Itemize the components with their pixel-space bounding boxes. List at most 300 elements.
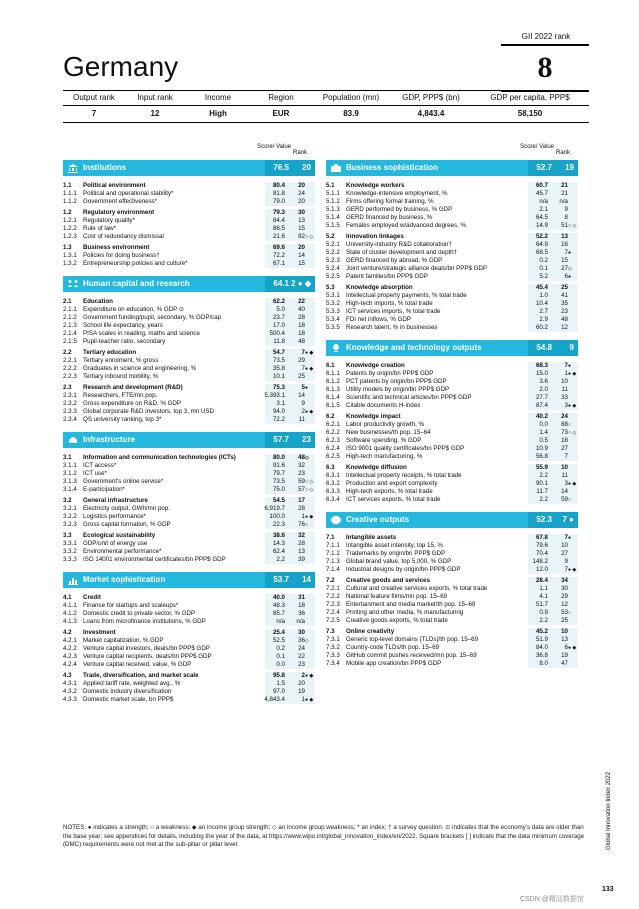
indicator-name: Citable documents H-index bbox=[346, 402, 421, 409]
indicator-code: 7.3.2 bbox=[326, 644, 340, 651]
indicator-markers: ● bbox=[305, 385, 309, 391]
indicator-name: PCT patents by origin/bn PPP$ GDP bbox=[346, 378, 447, 385]
indicator-code: 7.3.3 bbox=[326, 652, 340, 659]
subpillar-row bbox=[326, 577, 578, 585]
indicator-name: High-tech exports, % total trade bbox=[346, 488, 433, 495]
gear-icon bbox=[67, 435, 79, 445]
indicator-value: 0.1 bbox=[539, 265, 548, 272]
pillar-header bbox=[326, 512, 578, 528]
subpillar-row bbox=[63, 532, 315, 540]
indicator-rank: 9 bbox=[564, 206, 568, 213]
pillar-score-box bbox=[265, 276, 315, 292]
indicator-value: 36.8 bbox=[535, 652, 548, 659]
indicator-row bbox=[63, 513, 315, 521]
indicator-value: 10.9 bbox=[535, 445, 548, 452]
indicator-name: GERD financed by abroad, % GDP bbox=[346, 257, 443, 264]
indicator-code: 7.2.4 bbox=[326, 609, 340, 616]
indicator-rank: 47 bbox=[561, 660, 568, 667]
indicator-code: 3.3.3 bbox=[63, 556, 77, 563]
pillar-rank: 9 bbox=[569, 343, 574, 352]
indicator-markers: ● ◆ bbox=[305, 514, 314, 520]
indicator-rank: 3 bbox=[564, 402, 568, 409]
indicator-name: Knowledge impact bbox=[346, 413, 401, 420]
indicator-value: 72.2 bbox=[272, 252, 285, 259]
indicator-value: 79.6 bbox=[535, 542, 548, 549]
indicator-rank: 1 bbox=[564, 370, 568, 377]
indicator-value: 79.3 bbox=[272, 209, 285, 216]
indicator-rank: 92 bbox=[298, 233, 305, 240]
summary-label: Population (mn) bbox=[322, 93, 380, 102]
indicator-name: Creative goods and services bbox=[346, 577, 430, 584]
indicator-rank: 1 bbox=[301, 513, 305, 520]
indicator-value: 40.2 bbox=[535, 413, 548, 420]
indicator-name: Logistics performance* bbox=[83, 513, 146, 520]
indicator-value: 52.5 bbox=[272, 637, 285, 644]
pillar-name: Creative outputs bbox=[346, 515, 410, 524]
indicator-code: 5.2.3 bbox=[326, 257, 340, 264]
indicator-name: Research talent, % in businesses bbox=[346, 324, 438, 331]
indicator-rank: 1 bbox=[301, 696, 305, 703]
indicator-row bbox=[63, 392, 315, 400]
indicator-rank: 7 bbox=[564, 249, 568, 256]
indicator-value: 10.4 bbox=[535, 300, 548, 307]
pillar-name: Infrastructure bbox=[83, 435, 136, 444]
briefcase-icon bbox=[330, 163, 342, 173]
indicator-row bbox=[63, 322, 315, 330]
indicator-rank: 25 bbox=[298, 373, 305, 380]
indicator-name: Industrial designs by origin/bn PPP$ GDP bbox=[346, 566, 461, 573]
indicator-value: 62.2 bbox=[272, 298, 285, 305]
indicator-value: 5.2 bbox=[539, 273, 548, 280]
indicator-value: 79.7 bbox=[272, 470, 285, 477]
indicator-markers: ● bbox=[568, 363, 572, 369]
indicator-rank: 23 bbox=[561, 308, 568, 315]
indicator-value: 51.9 bbox=[535, 636, 548, 643]
indicator-value: 85.7 bbox=[272, 610, 285, 617]
indicator-markers: ● bbox=[568, 250, 572, 256]
indicator-name: Graduates in science and engineering, % bbox=[83, 365, 197, 372]
indicator-name: Finance for startups and scaleups* bbox=[83, 602, 179, 609]
indicator-name: Information and communication technologies (ICTs) bbox=[83, 454, 236, 461]
indicator-markers: ● ◆ bbox=[305, 350, 314, 356]
indicator-markers: ● ◆ bbox=[305, 673, 314, 679]
indicator-code: 3.2.3 bbox=[63, 521, 77, 528]
indicator-code: 7.1.1 bbox=[326, 542, 340, 549]
indicator-name: Patents by origin/bn PPP$ GDP bbox=[346, 370, 434, 377]
indicator-code: 4.1 bbox=[63, 594, 72, 601]
indicator-rank: 36 bbox=[298, 610, 305, 617]
score-header: Score/ Value bbox=[520, 144, 554, 150]
indicator-rank: 25 bbox=[561, 617, 568, 624]
indicator-code: 5.1 bbox=[326, 182, 335, 189]
indicator-code: 2.3.2 bbox=[63, 400, 77, 407]
indicator-code: 3.1 bbox=[63, 454, 72, 461]
indicator-name: Domestic market scale, bn PPP$ bbox=[83, 696, 174, 703]
indicator-value: 2.2 bbox=[276, 556, 285, 563]
indicator-value: 0.1 bbox=[276, 653, 285, 660]
indicator-name: Policies for doing business† bbox=[83, 252, 160, 259]
column-header bbox=[63, 142, 315, 160]
indicator-code: 4.1.3 bbox=[63, 618, 77, 625]
indicator-name: ICT services imports, % total trade bbox=[346, 308, 441, 315]
indicator-value: 95.8 bbox=[272, 672, 285, 679]
indicator-row bbox=[63, 233, 315, 241]
indicator-code: 5.2.5 bbox=[326, 273, 340, 280]
indicator-name: Firms offering formal training, % bbox=[346, 198, 434, 205]
indicator-rank: 25 bbox=[561, 284, 568, 291]
indicator-row bbox=[326, 257, 578, 265]
gii-rank-label: GII 2022 rank bbox=[521, 32, 571, 41]
indicator-rank: 30 bbox=[561, 585, 568, 592]
indicator-row bbox=[326, 308, 578, 316]
indicator-code: 3.1.4 bbox=[63, 486, 77, 493]
indicator-code: 2.1.1 bbox=[63, 306, 77, 313]
indicator-rank: 27 bbox=[561, 265, 568, 272]
indicator-value: 4.1 bbox=[539, 593, 548, 600]
indicator-code: 5.1.3 bbox=[326, 206, 340, 213]
subpillar-row bbox=[326, 362, 578, 370]
indicator-value: 81.8 bbox=[272, 190, 285, 197]
indicator-name: General infrastructure bbox=[83, 497, 148, 504]
indicator-markers: ○ bbox=[305, 522, 309, 528]
indicator-name: High-tech imports, % total trade bbox=[346, 300, 433, 307]
indicator-code: 5.3.4 bbox=[326, 316, 340, 323]
indicator-code: 6.3.2 bbox=[326, 480, 340, 487]
indicator-code: 6.3.4 bbox=[326, 496, 340, 503]
indicator-row bbox=[63, 217, 315, 225]
indicator-name: Gross capital formation, % GDP bbox=[83, 521, 171, 528]
indicator-markers: ○ ◇ bbox=[305, 479, 314, 485]
indicator-row bbox=[326, 300, 578, 308]
indicator-code: 3.2.1 bbox=[63, 505, 77, 512]
indicator-value: 54.5 bbox=[272, 497, 285, 504]
indicator-name: Patent families/bn PPP$ GDP bbox=[346, 273, 428, 280]
indicator-value: 38.6 bbox=[272, 532, 285, 539]
indicator-rank: 30 bbox=[298, 629, 305, 636]
indicator-value: 60.2 bbox=[535, 324, 548, 331]
indicator-rank: 59 bbox=[561, 496, 568, 503]
indicator-rank: 7 bbox=[564, 534, 568, 541]
indicator-rank: 59 bbox=[298, 478, 305, 485]
indicator-row bbox=[326, 249, 578, 257]
indicator-value: 64.9 bbox=[535, 241, 548, 248]
indicator-code: 1.3.2 bbox=[63, 260, 77, 267]
indicator-rank: 12 bbox=[561, 324, 568, 331]
indicator-rank: 34 bbox=[561, 577, 568, 584]
indicator-name: Global brand value, top 5,000, % GDP bbox=[346, 558, 452, 565]
subpillar-row bbox=[63, 182, 315, 190]
indicator-value: 62.4 bbox=[272, 548, 285, 555]
indicator-code: 1.3 bbox=[63, 244, 72, 251]
indicator-value: 70.4 bbox=[535, 550, 548, 557]
indicator-name: Pupil-teacher ratio, secondary bbox=[83, 338, 166, 345]
indicator-row bbox=[63, 330, 315, 338]
indicator-code: 6.2 bbox=[326, 413, 335, 420]
indicator-row bbox=[326, 324, 578, 332]
indicator-code: 4.2.3 bbox=[63, 653, 77, 660]
indicator-code: 2.2 bbox=[63, 349, 72, 356]
summary-label: GDP, PPP$ (bn) bbox=[402, 93, 460, 102]
indicator-rank: 8 bbox=[564, 214, 568, 221]
indicator-name: High-tech manufacturing, % bbox=[346, 453, 423, 460]
indicator-rank: 6 bbox=[564, 644, 568, 651]
indicator-code: 3.1.3 bbox=[63, 478, 77, 485]
indicator-rank: 23 bbox=[298, 661, 305, 668]
indicator-code: 1.2.3 bbox=[63, 233, 77, 240]
indicator-name: Environmental performance* bbox=[83, 548, 162, 555]
indicator-name: Gross expenditure on R&D, % GDP bbox=[83, 400, 182, 407]
indicator-row bbox=[63, 637, 315, 645]
pillar-name: Knowledge and technology outputs bbox=[346, 343, 482, 352]
indicator-code: 7.2.1 bbox=[326, 585, 340, 592]
indicator-rank: 18 bbox=[561, 437, 568, 444]
indicator-rank: 29 bbox=[298, 357, 305, 364]
pillar-name: Institutions bbox=[83, 163, 127, 172]
pillar-spacer bbox=[326, 668, 578, 676]
indicator-code: 6.3 bbox=[326, 464, 335, 471]
indicator-rank: 48 bbox=[298, 454, 305, 461]
indicator-name: Venture capital received, value, % GDP bbox=[83, 661, 192, 668]
indicator-rank: 27 bbox=[561, 550, 568, 557]
pillar-score-box bbox=[528, 340, 578, 356]
subpillar-row bbox=[326, 628, 578, 636]
indicator-rank: 24 bbox=[298, 190, 305, 197]
indicator-name: Domestic credit to private sector, % GDP bbox=[83, 610, 196, 617]
indicator-name: ISO 9001 quality certificates/bn PPP$ GDP bbox=[346, 445, 465, 452]
indicator-row bbox=[63, 540, 315, 548]
indicator-row bbox=[326, 206, 578, 214]
indicator-rank: 3 bbox=[564, 480, 568, 487]
indicator-code: 3.3 bbox=[63, 532, 72, 539]
indicator-rank: 10 bbox=[561, 628, 568, 635]
pillar-spacer bbox=[63, 564, 315, 572]
pillar-rank: 7 ● bbox=[562, 515, 574, 524]
indicator-value: 75.0 bbox=[272, 486, 285, 493]
indicator-name: Applied tariff rate, weighted avg., % bbox=[83, 680, 181, 687]
indicator-value: 23.7 bbox=[272, 314, 285, 321]
indicator-value: 64.5 bbox=[535, 214, 548, 221]
indicator-rank: 10 bbox=[561, 378, 568, 385]
indicator-row bbox=[63, 252, 315, 260]
indicator-code: 3.2.2 bbox=[63, 513, 77, 520]
indicator-value: n/a bbox=[539, 198, 548, 205]
indicator-markers: ○ ◇ bbox=[568, 223, 577, 229]
indicator-rank: n/a bbox=[559, 198, 568, 205]
indicator-rank: 11 bbox=[561, 386, 568, 393]
indicator-row bbox=[63, 688, 315, 696]
indicator-value: 100.0 bbox=[269, 513, 285, 520]
indicator-value: 22.3 bbox=[272, 521, 285, 528]
indicator-row bbox=[326, 652, 578, 660]
indicator-name: Tertiary enrolment, % gross bbox=[83, 357, 159, 364]
pillar-header bbox=[326, 160, 578, 176]
indicator-code: 2.2.2 bbox=[63, 365, 77, 372]
indicator-name: University-industry R&D collaboration† bbox=[346, 241, 452, 248]
indicator-row bbox=[326, 542, 578, 550]
indicator-value: 55.9 bbox=[535, 464, 548, 471]
indicator-name: QS university ranking, top 3* bbox=[83, 416, 162, 423]
indicator-code: 4.1.2 bbox=[63, 610, 77, 617]
subpillar-row bbox=[63, 349, 315, 357]
indicator-row bbox=[326, 378, 578, 386]
indicator-rank: 18 bbox=[298, 330, 305, 337]
indicator-name: Innovation linkages bbox=[346, 233, 404, 240]
indicator-name: Entrepreneurship policies and culture* bbox=[83, 260, 188, 267]
indicator-rank: 73 bbox=[561, 429, 568, 436]
indicator-row bbox=[326, 273, 578, 281]
indicator-name: Credit bbox=[83, 594, 101, 601]
pillar-header bbox=[63, 572, 315, 588]
indicator-row bbox=[326, 601, 578, 609]
indicator-rank: 13 bbox=[298, 217, 305, 224]
indicator-row bbox=[326, 394, 578, 402]
indicator-code: 6.1.3 bbox=[326, 386, 340, 393]
subpillar-row bbox=[63, 497, 315, 505]
indicator-name: Knowledge absorption bbox=[346, 284, 413, 291]
indicator-value: 0.9 bbox=[539, 609, 548, 616]
indicator-name: Tertiary education bbox=[83, 349, 137, 356]
indicator-value: 11.8 bbox=[273, 338, 285, 345]
indicator-code: 1.1.1 bbox=[63, 190, 77, 197]
indicator-name: Intangible assets bbox=[346, 534, 397, 541]
page-number: 133 bbox=[602, 886, 614, 893]
indicator-rank: 30 bbox=[298, 209, 305, 216]
indicator-value: 500.4 bbox=[269, 330, 285, 337]
indicator-markers: ◇ bbox=[305, 455, 309, 461]
indicator-name: Electricity output, GWh/mn pop. bbox=[83, 505, 171, 512]
indicator-rank: 39 bbox=[298, 556, 305, 563]
indicator-row bbox=[63, 478, 315, 486]
indicator-code: 2.1.5 bbox=[63, 338, 77, 345]
indicator-row bbox=[326, 566, 578, 574]
notes: NOTES: ● indicates a strength; ○ a weakness; ◆ an income group strength; ◇ an income group weakness; * an index; † a survey question. ⊙ indicates that the economy's data are older than the base year; see appendices for details, including the year of the data, at https://www.wipo.int/global_innovation_index/en/2022. Square brackets [ ] indicate that the data minimum coverage (DMC) requirements were not met at the sub-pillar or pillar level. bbox=[63, 824, 585, 848]
indicator-code: 5.2.1 bbox=[326, 241, 340, 248]
right-column bbox=[326, 142, 578, 676]
indicator-row bbox=[326, 453, 578, 461]
indicator-value: 79.0 bbox=[272, 198, 285, 205]
pillar-score: 57.7 bbox=[273, 435, 289, 444]
rank-header: Rank bbox=[292, 150, 307, 156]
indicator-markers: ◇ bbox=[568, 266, 572, 272]
indicator-name: Females employed w/advanced degrees, % bbox=[346, 222, 467, 229]
indicator-name: Government's online service* bbox=[83, 478, 164, 485]
pillar-score-box bbox=[265, 160, 315, 176]
indicator-value: 2.7 bbox=[539, 308, 548, 315]
indicator-rank: 18 bbox=[298, 602, 305, 609]
indicator-name: Intellectual property receipts, % total trade bbox=[346, 472, 462, 479]
indicator-rank: 35 bbox=[561, 300, 568, 307]
indicator-code: 5.1.5 bbox=[326, 222, 340, 229]
indicator-row bbox=[63, 190, 315, 198]
indicator-code: 5.2.2 bbox=[326, 249, 340, 256]
summary-label: Input rank bbox=[137, 93, 173, 102]
indicator-name: Loans from microfinance institutions, % GDP bbox=[83, 618, 206, 625]
indicator-rank: 2 bbox=[301, 408, 305, 415]
indicator-row bbox=[326, 550, 578, 558]
subpillar-row bbox=[63, 672, 315, 680]
indicator-name: Education bbox=[83, 298, 113, 305]
indicator-rank: 36 bbox=[298, 637, 305, 644]
indicator-row bbox=[326, 593, 578, 601]
indicator-code: 5.3.2 bbox=[326, 300, 340, 307]
indicator-row bbox=[63, 486, 315, 494]
subpillar-row bbox=[63, 384, 315, 392]
indicator-markers: ● ◆ bbox=[568, 371, 577, 377]
indicator-code: 4.2 bbox=[63, 629, 72, 636]
indicator-markers: ● bbox=[568, 274, 572, 280]
indicator-name: Production and export complexity bbox=[346, 480, 438, 487]
indicator-value: 1.5 bbox=[276, 680, 285, 687]
indicator-row bbox=[326, 402, 578, 410]
indicator-code: 7.1.3 bbox=[326, 558, 340, 565]
indicator-name: Business environment bbox=[83, 244, 150, 251]
indicator-name: Regulatory environment bbox=[83, 209, 155, 216]
subpillar-row bbox=[326, 534, 578, 542]
indicator-value: 0.0 bbox=[276, 661, 285, 668]
indicator-name: Scientific and technical articles/bn PPP$ GDP bbox=[346, 394, 472, 401]
indicator-value: 28.4 bbox=[535, 577, 548, 584]
indicator-code: 3.2 bbox=[63, 497, 72, 504]
indicator-code: 6.1.1 bbox=[326, 370, 340, 377]
indicator-code: 7.1.4 bbox=[326, 566, 340, 573]
indicator-code: 6.1.2 bbox=[326, 378, 340, 385]
indicator-code: 7.2.5 bbox=[326, 617, 340, 624]
indicator-code: 2.1.4 bbox=[63, 330, 77, 337]
indicator-rank: 53 bbox=[561, 609, 568, 616]
pillar-spacer bbox=[326, 332, 578, 340]
indicator-name: Regulatory quality* bbox=[83, 217, 135, 224]
indicator-row bbox=[63, 365, 315, 373]
indicator-rank: 21 bbox=[561, 182, 568, 189]
indicator-row bbox=[63, 400, 315, 408]
indicator-rank: 28 bbox=[298, 505, 305, 512]
indicator-rank: 9 bbox=[564, 558, 568, 565]
indicator-row bbox=[63, 556, 315, 564]
indicator-rank: 28 bbox=[298, 540, 305, 547]
indicator-value: 8.0 bbox=[539, 660, 548, 667]
indicator-row bbox=[326, 636, 578, 644]
indicator-rank: 40 bbox=[298, 306, 305, 313]
subpillar-row bbox=[63, 298, 315, 306]
indicator-rank: 7 bbox=[301, 349, 305, 356]
indicator-name: Venture capital investors, deals/bn PPP$ GDP bbox=[83, 645, 210, 652]
indicator-code: 2.1.3 bbox=[63, 322, 77, 329]
indicator-name: Knowledge creation bbox=[346, 362, 405, 369]
indicator-row bbox=[63, 618, 315, 626]
indicator-name: Political environment bbox=[83, 182, 146, 189]
pillar-score-box bbox=[265, 432, 315, 448]
indicator-rank: 32 bbox=[298, 462, 305, 469]
indicator-code: 2.2.1 bbox=[63, 357, 77, 364]
indicator-rank: 14 bbox=[298, 392, 305, 399]
indicator-code: 4.2.2 bbox=[63, 645, 77, 652]
summary-value: 12 bbox=[150, 109, 160, 118]
indicator-name: Knowledge-intensive employment, % bbox=[346, 190, 448, 197]
indicator-row bbox=[63, 260, 315, 268]
indicator-code: 4.2.1 bbox=[63, 637, 77, 644]
pillar-score: 52.7 bbox=[536, 163, 552, 172]
indicator-rank: 48 bbox=[298, 338, 305, 345]
indicator-name: Political and operational stability* bbox=[83, 190, 174, 197]
indicator-value: 1.1 bbox=[539, 585, 548, 592]
pillar-rank: 2 ● ◆ bbox=[291, 279, 311, 288]
indicator-rank: 9 bbox=[301, 400, 305, 407]
indicator-rank: 14 bbox=[298, 252, 305, 259]
indicator-rank: 2 bbox=[301, 672, 305, 679]
indicator-code: 7.2 bbox=[326, 577, 335, 584]
indicator-code: 6.2.3 bbox=[326, 437, 340, 444]
indicator-rank: 11 bbox=[298, 416, 305, 423]
